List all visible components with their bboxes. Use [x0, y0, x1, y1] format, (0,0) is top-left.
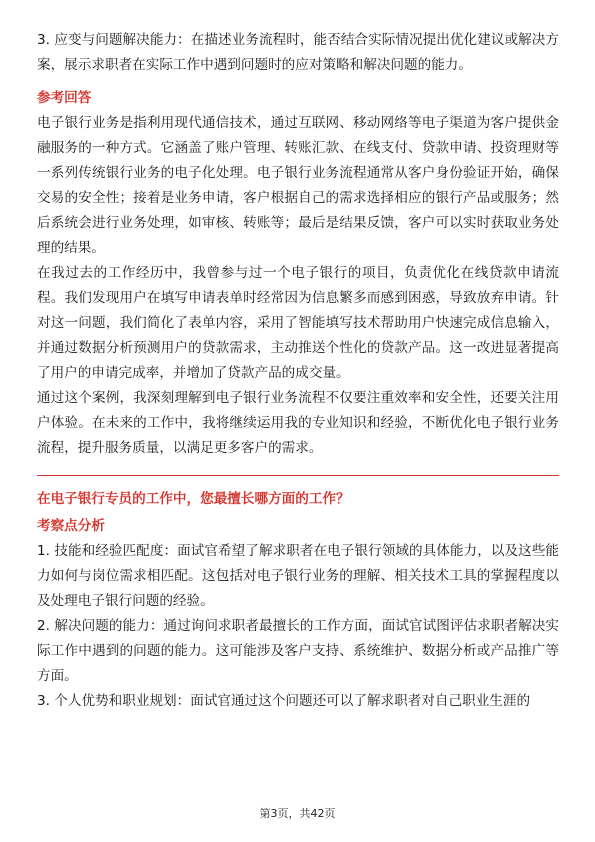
analysis-item-1: 1. 技能和经验匹配度：面试官希望了解求职者在电子银行领域的具体能力，以及这些能力如何与岗位需求相匹配。这包括对电子银行业务的理解、相关技术工具的掌握程度以及处理电子银行问题的经验。 [37, 543, 559, 609]
answer-paragraph-2: 在我过去的工作经历中，我曾参与过一个电子银行的项目，负责优化在线贷款申请流程。我们发现用户在填写申请表单时经常因为信息繁多而感到困惑，导致放弃申请。针对这一问题，我们简化了表单内容，采用了智能填写技术帮助用户快速完成信息输入，并通过数据分析预测用户的贷款需求，主动推送个性化的贷款产品。这一改进显著提高了用户的申请完成率，并增加了贷款产品的成交量。 [37, 265, 559, 381]
question-heading: 在电子银行专员的工作中，您最擅长哪方面的工作？ [37, 491, 350, 507]
intro-item-3: 3. 应变与问题解决能力：在描述业务流程时，能否结合实际情况提出优化建议或解决方案，展示求职者在实际工作中遇到问题时的应对策略和解决问题的能力。 [37, 32, 559, 73]
page-footer: 第3页，共42页 [259, 807, 336, 820]
analysis-label: 考察点分析 [37, 518, 105, 534]
answer-paragraph-1: 电子银行业务是指利用现代通信技术，通过互联网、移动网络等电子渠道为客户提供金融服务的一种方式。它涵盖了账户管理、转账汇款、在线支付、贷款申请、投资理财等一系列传统银行业务的电子化处理。电子银行业务流程通常从客户身份验证开始，确保交易的安全性；接着是业务申请，客户根据自己的需求选择相应的银行产品或服务；然后系统会进行业务处理，如审核、转账等；最后是结果反馈，客户可以实时获取业务处理的结果。 [37, 115, 559, 256]
section-divider [37, 475, 559, 476]
page-content [37, 28, 559, 714]
answer-paragraph-3: 通过这个案例，我深刻理解到电子银行业务流程不仅要注重效率和安全性，还要关注用户体验。在未来的工作中，我将继续运用我的专业知识和经验，不断优化电子银行业务流程，提升服务质量，以满足更多客户的需求。 [37, 390, 559, 456]
analysis-item-2: 2. 解决问题的能力：通过询问求职者最擅长的工作方面，面试官试图评估求职者解决实际工作中遇到的问题的能力。这可能涉及客户支持、系统维护、数据分析或产品推广等方面。 [37, 618, 559, 684]
analysis-item-3: 3. 个人优势和职业规划：面试官通过这个问题还可以了解求职者对自己职业生涯的 [37, 693, 531, 709]
answer-label: 参考回答 [37, 90, 92, 106]
